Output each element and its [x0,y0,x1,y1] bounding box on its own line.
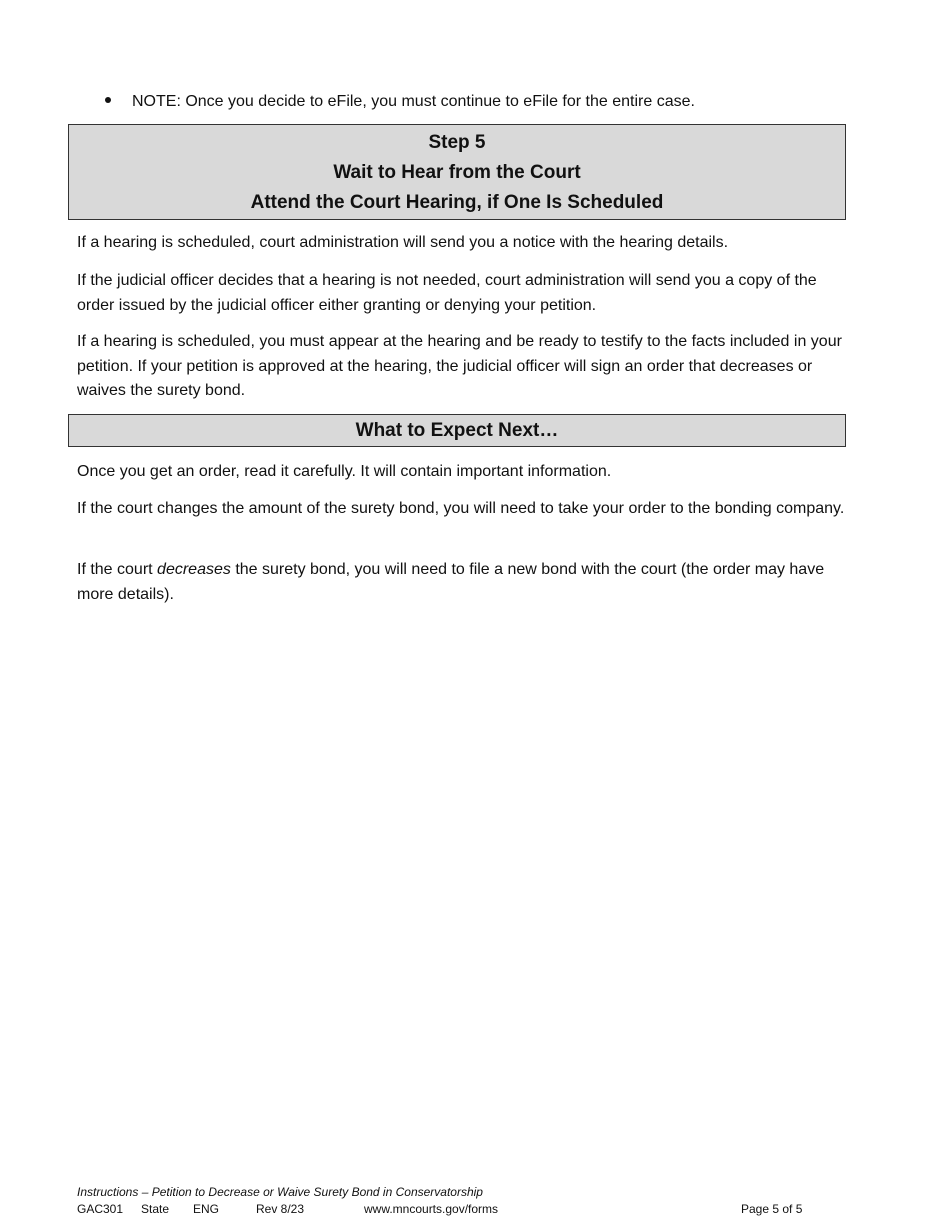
footer-url: www.mncourts.gov/forms [364,1202,499,1216]
footer-form-title: Instructions – Petition to Decrease or Waive Surety Bond in Conservatorship [77,1185,483,1199]
read-order-paragraph: Once you get an order, read it carefully. It will contain important information. [77,463,612,480]
hearing-notice-paragraph: If a hearing is scheduled, court administration will send you a notice with the hearing details. [77,234,729,251]
bonding-company-paragraph: If the court changes the amount of the surety bond, you will need to take your order to the bonding company. [77,500,845,517]
footer-language: ENG [193,1202,220,1216]
new-bond-text-start: If the court [77,561,158,578]
what-to-expect-heading: What to Expect Next… [355,420,559,441]
footer-meta-row [77,1201,837,1218]
efile-note-text: NOTE: Once you decide to eFile, you must continue to eFile for the entire case. [132,93,695,110]
footer-revision: Rev 8/23 [256,1202,305,1216]
page-footer [77,1184,837,1218]
step-5-title: Step 5 [428,132,486,153]
efile-note-bullet [105,91,695,113]
footer-page-number: Page 5 of 5 [741,1202,803,1216]
new-bond-paragraph [77,558,847,607]
footer-form-code: GAC301 [77,1202,124,1216]
step-5-subtitle-wait: Wait to Hear from the Court [333,162,581,183]
what-to-expect-heading-box [68,414,846,447]
appear-at-hearing-paragraph: If a hearing is scheduled, you must appear at the hearing and be ready to testify to the facts included in your petition. If your petition is approved at the hearing, the judicial officer will sign an order that decreases or waives the surety bond. [77,333,842,399]
step-5-subtitle-attend: Attend the Court Hearing, if One Is Scheduled [250,192,664,213]
decreases-emphasis: decreases [157,561,231,578]
new-bond-text-end: the surety bond, you will need to file a new bond with the court (the order may have more details). [77,561,825,603]
bullet-icon [105,97,111,103]
no-hearing-paragraph: If the judicial officer decides that a hearing is not needed, court administration will send you a copy of the order issued by the judicial officer either granting or denying your petition. [77,272,817,314]
footer-jurisdiction: State [141,1202,170,1216]
step-5-heading-box [68,124,846,220]
